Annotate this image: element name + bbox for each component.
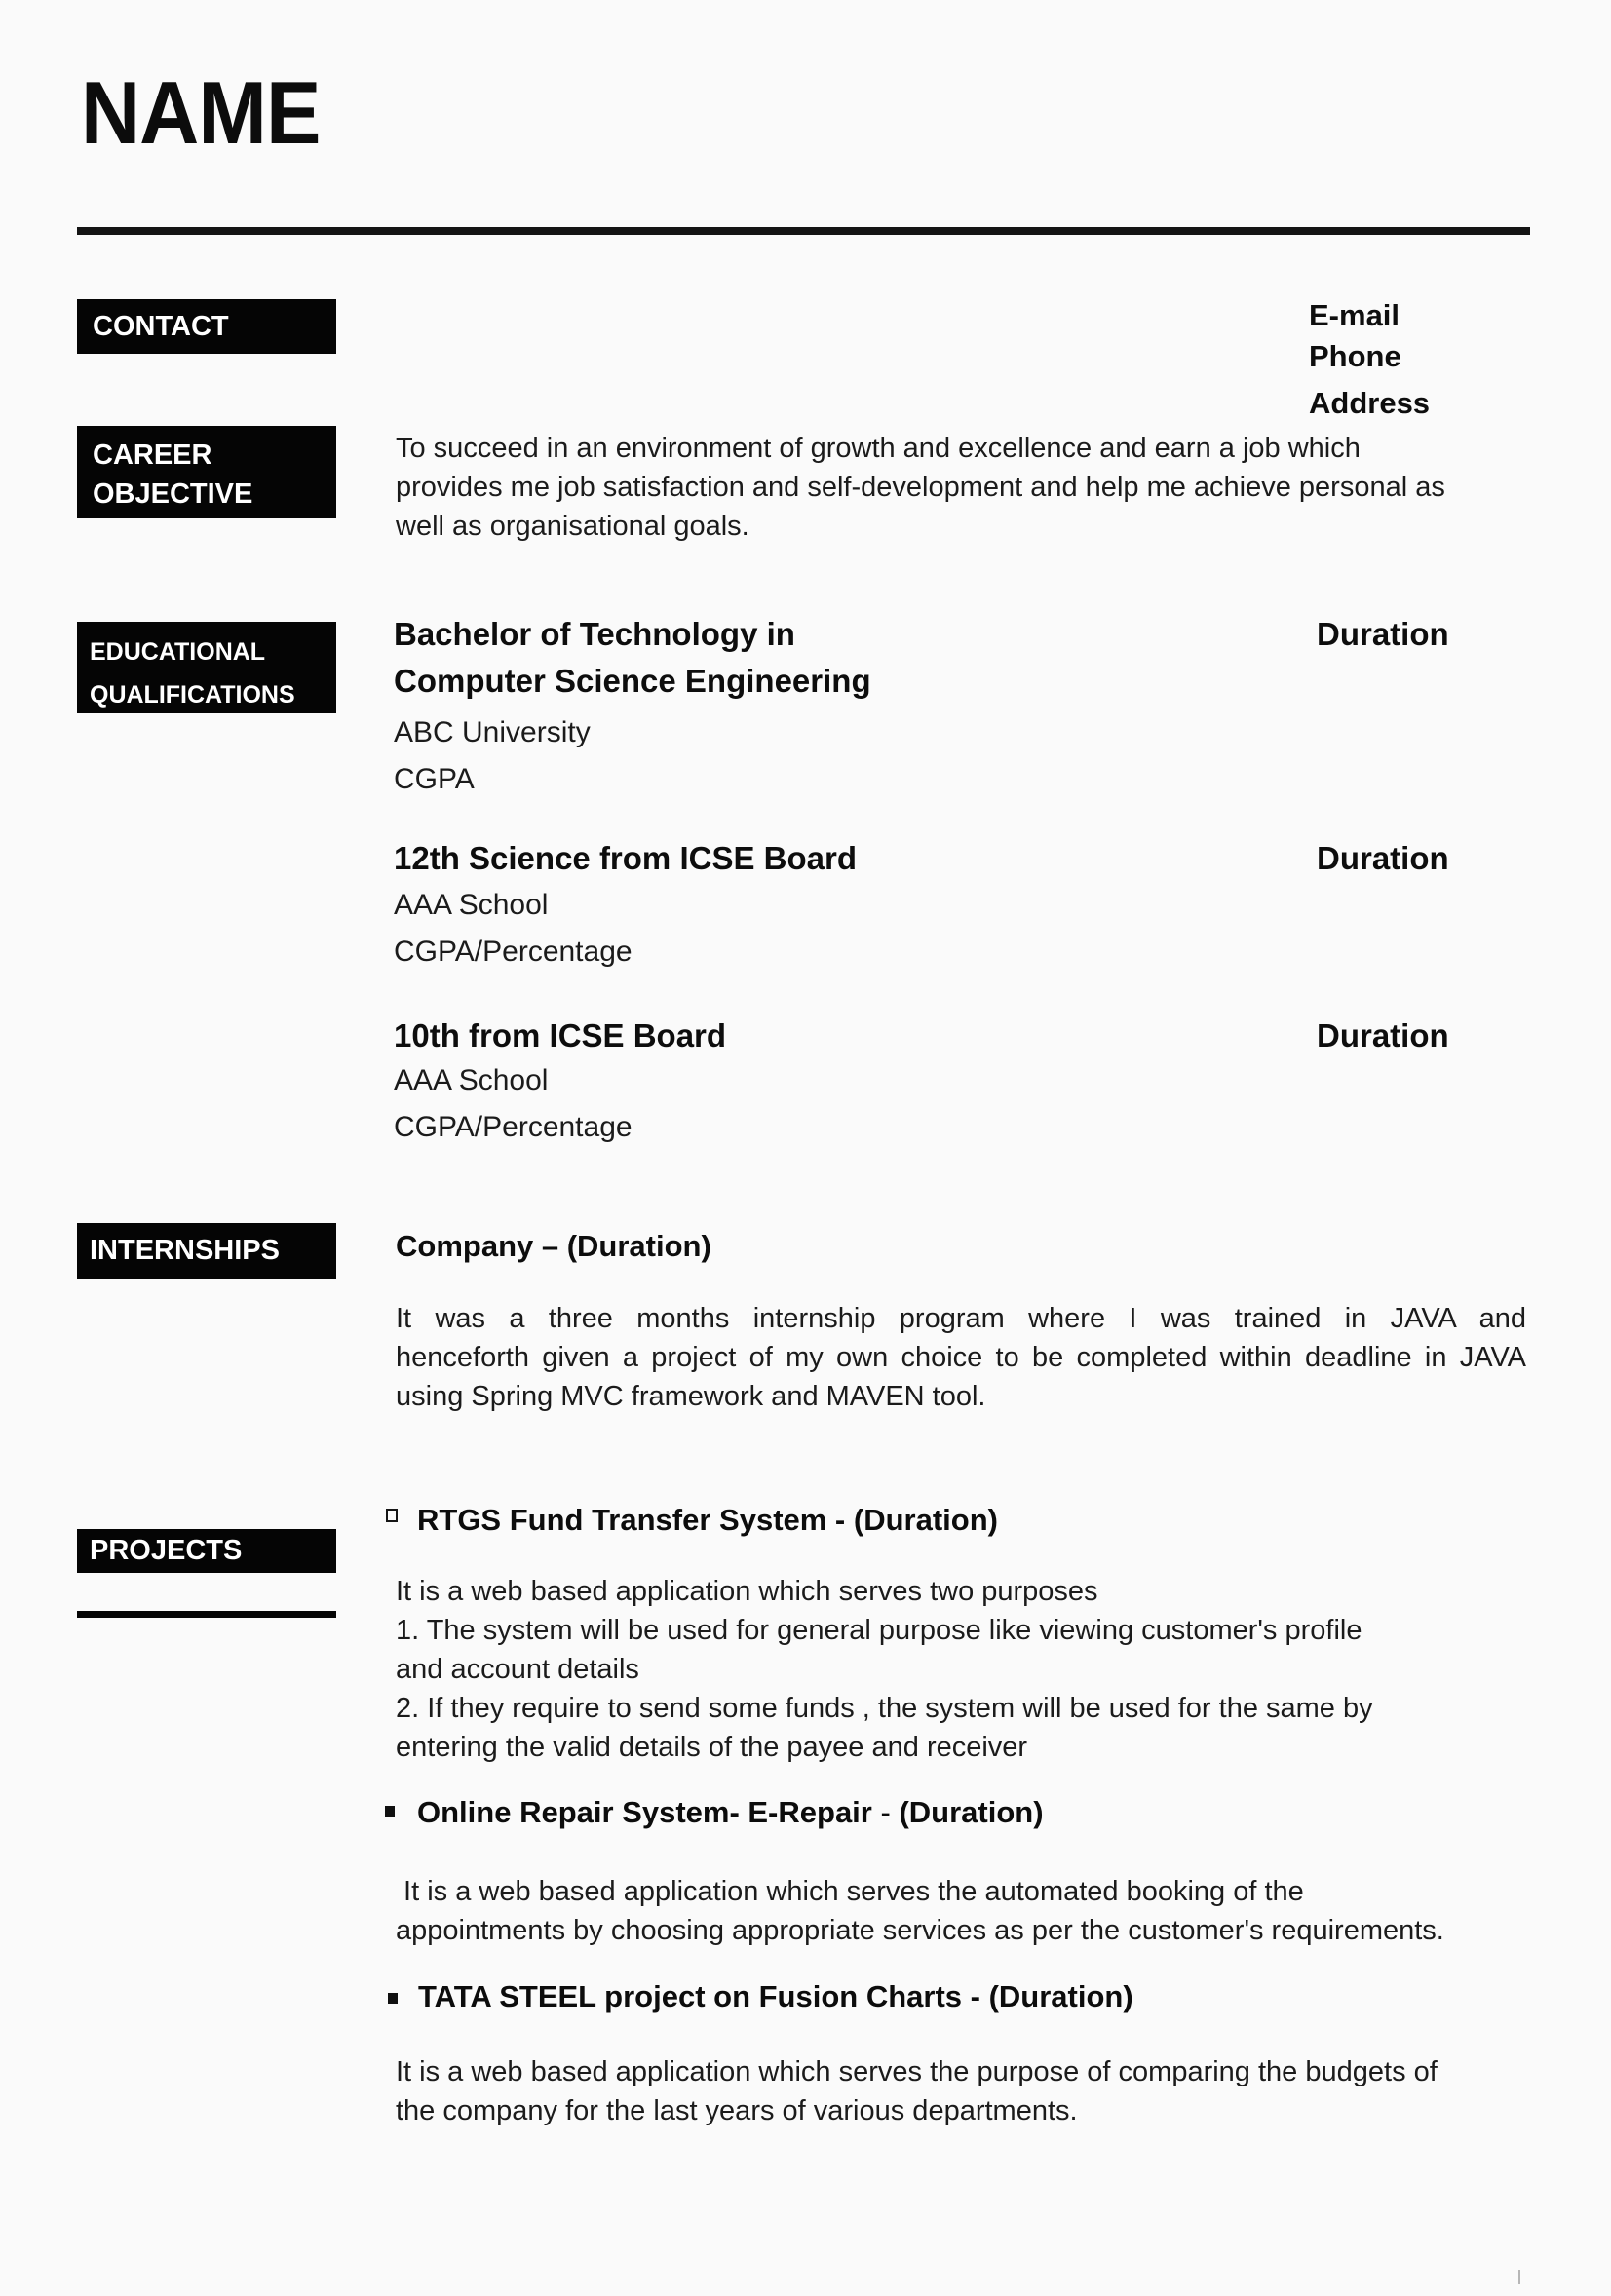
education-score: CGPA/Percentage <box>394 1111 633 1143</box>
education-details <box>394 882 633 976</box>
education-details <box>394 1057 633 1151</box>
education-school: AAA School <box>394 889 549 921</box>
education-score: CGPA/Percentage <box>394 936 633 968</box>
education-duration: Duration <box>1317 1017 1449 1053</box>
contact-info <box>1309 300 1430 418</box>
project-desc-line: It is a web based application which serves two purposes <box>396 1576 1098 1607</box>
education-details <box>394 709 591 803</box>
section-label-educational-qualifications <box>77 622 336 713</box>
project-desc-line: the company for the last years of various departments. <box>396 2095 1078 2126</box>
projects-label-underline <box>77 1611 336 1618</box>
education-12th-title: 12th Science from ICSE Board <box>394 840 857 876</box>
education-school: ABC University <box>394 716 591 748</box>
objective-line: To succeed in an environment of growth and excellence and earn a job which <box>396 433 1361 464</box>
project-desc-line: 1. The system will be used for general purpose like viewing customer's profile <box>396 1615 1362 1646</box>
education-duration: Duration <box>1317 616 1449 652</box>
career-label-line2: OBJECTIVE <box>93 478 253 510</box>
education-duration: Duration <box>1317 840 1449 876</box>
project-desc-line: It is a web based application which serves the automated booking of the <box>396 1876 1304 1907</box>
project-desc-line: 2. If they require to send some funds , the system will be used for the same by <box>396 1693 1373 1724</box>
contact-field-email: E-mail <box>1309 298 1400 332</box>
section-label-career-objective <box>77 426 336 518</box>
internship-description <box>396 1299 1526 1416</box>
project-desc-line: entering the valid details of the payee and receiver <box>396 1732 1028 1763</box>
projects-label: PROJECTS <box>77 1529 336 1573</box>
section-label-internships <box>77 1223 336 1279</box>
name-heading: NAME <box>81 64 321 163</box>
career-label-line1: CAREER <box>93 440 212 471</box>
edu-label-line2: QUALIFICATIONS <box>90 681 295 708</box>
square-bullet-icon <box>385 1806 395 1817</box>
project-desc-line: appointments by choosing appropriate services as per the customer's requirements. <box>396 1915 1444 1946</box>
edu-label-line1: EDUCATIONAL <box>90 638 266 666</box>
internship-company-heading: Company – (Duration) <box>396 1229 711 1263</box>
square-bullet-icon <box>388 1993 398 2004</box>
contact-field-phone: Phone <box>1309 339 1401 373</box>
square-outline-bullet-icon <box>386 1509 398 1522</box>
education-10th-title: 10th from ICSE Board <box>394 1017 727 1053</box>
objective-line: provides me job satisfaction and self-development and help me achieve personal as <box>396 472 1445 503</box>
section-label-contact <box>77 299 336 354</box>
project-1-description <box>396 1572 1373 1767</box>
project-3-description <box>396 2052 1438 2130</box>
internships-label: INTERNSHIPS <box>90 1235 280 1266</box>
internship-line: henceforth given a project of my own choice to be completed within deadline in JAVA <box>396 1342 1526 1373</box>
internship-line: It was a three months internship program where I was trained in JAVA and <box>396 1303 1526 1334</box>
page-corner-mark <box>1518 2270 1520 2284</box>
project-2-description <box>396 1872 1444 1950</box>
project-desc-line: It is a web based application which serves the purpose of comparing the budgets of <box>396 2056 1438 2087</box>
contact-field-address: Address <box>1309 386 1431 420</box>
section-label-projects <box>77 1494 336 1653</box>
project-1-title: RTGS Fund Transfer System - (Duration) <box>417 1503 998 1537</box>
contact-label: CONTACT <box>93 311 229 342</box>
education-degree-title: Bachelor of Technology in Computer Science Engineering <box>394 616 871 699</box>
project-desc-line: and account details <box>396 1654 639 1685</box>
education-score: CGPA <box>394 763 475 795</box>
education-school: AAA School <box>394 1064 549 1096</box>
header-divider <box>77 227 1530 235</box>
internship-line: using Spring MVC framework and MAVEN tool. <box>396 1381 986 1412</box>
project-3-title: TATA STEEL project on Fusion Charts - (Duration) <box>418 1979 1133 2013</box>
career-objective-text <box>396 429 1445 546</box>
project-2-title: Online Repair System- E-Repair - (Duration) <box>417 1795 1044 1829</box>
objective-line: well as organisational goals. <box>396 511 749 542</box>
